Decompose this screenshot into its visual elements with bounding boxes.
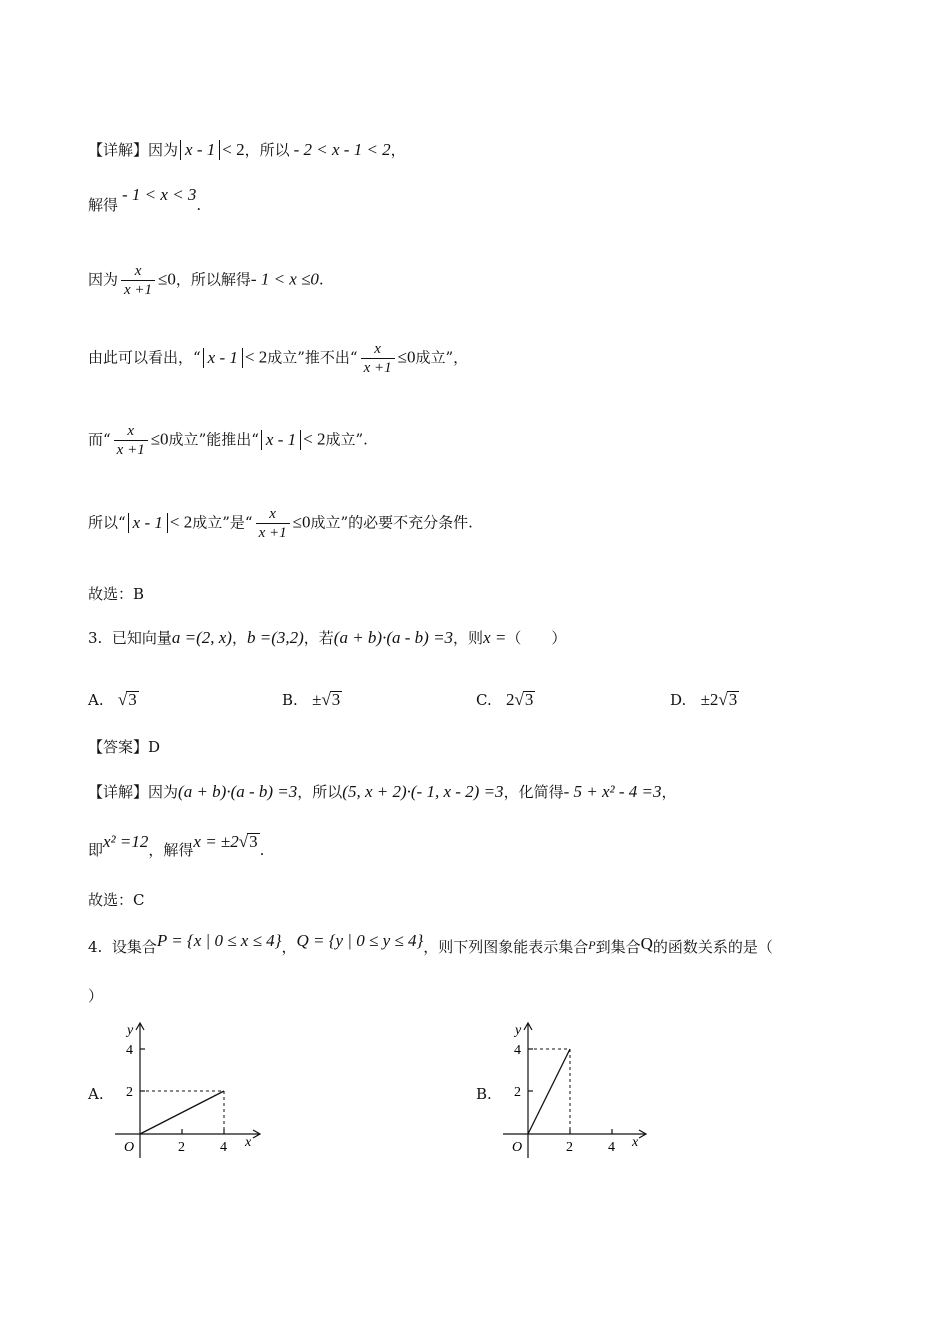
detail-line-6: 所以“ x - 1 < 2成立”是“ $\frac{x}{x +1}$ ≤0成立”的必要不充分条件. xyxy=(88,506,473,541)
graph-b-xtick-2: 2 xyxy=(566,1140,573,1155)
graph-b[interactable] xyxy=(498,1018,658,1163)
graph-a-ytick-4: 4 xyxy=(126,1043,133,1058)
detail-label: 【详解】 xyxy=(88,141,149,159)
option-d[interactable]: D. ±2√3 xyxy=(670,690,738,709)
detail-line-5: 而“ $\frac{x}{x +1}$ ≤0成立”能推出“ x - 1 < 2成立”. xyxy=(88,423,368,458)
option-b[interactable]: B. ±√3 xyxy=(282,690,341,709)
graph-a-xtick-2: 2 xyxy=(178,1140,185,1155)
graph-b-line xyxy=(528,1049,570,1134)
choice-line-2: 故选：C xyxy=(88,891,145,909)
question-3: 3. 已知向量a =(2, x)，b =(3,2)，若(a + b)·(a - b) =3，则x =（ ） xyxy=(88,628,567,647)
graph-b-xtick-4: 4 xyxy=(608,1140,615,1155)
graph-a-label[interactable]: A. xyxy=(88,1085,104,1103)
graph-a-origin: O xyxy=(124,1140,135,1155)
detail-line-4: 由此可以看出，“ x - 1 < 2成立”推不出“ $\frac{x}{x +1}$ ≤0成立”， xyxy=(88,341,469,376)
graph-b-ytick-4: 4 xyxy=(514,1043,521,1058)
question-4: 4. 设集合P = {x | 0 ≤ x ≤ 4}，Q = {y | 0 ≤ y ≤ 4}，则下列图象能表示集合$^P$到集合Q的函数关系的是（ xyxy=(88,931,773,956)
fraction: $\frac{x}{x +1}$ xyxy=(121,262,155,299)
detail-q3-line-1: 【详解】因为(a + b)·(a - b) =3，所以(5, x + 2)·(- 1, x - 2) =3，化简得- 5 + x² - 4 =3， xyxy=(88,782,677,801)
detail-q3-line-2: 即x² =12，解得x = ±2√3 . xyxy=(88,832,265,859)
detail-line-1: 【详解】因为 x - 1 < 2，所以 - 2 < x - 1 < 2， xyxy=(88,140,406,159)
question-4-close: ） xyxy=(88,987,104,1005)
option-a[interactable]: A. √3 xyxy=(88,690,137,709)
graph-b-y-label: y xyxy=(515,1023,522,1038)
graph-b-label[interactable]: B. xyxy=(476,1085,492,1103)
graph-b-ytick-2: 2 xyxy=(514,1085,521,1100)
graph-a-y-label: y xyxy=(127,1023,134,1038)
graph-a-x-label: x xyxy=(245,1135,252,1150)
graph-a-ytick-2: 2 xyxy=(126,1085,133,1100)
graph-b-x-label: x xyxy=(632,1135,639,1150)
choice-line-1: 故选：B xyxy=(88,585,145,603)
graph-a[interactable] xyxy=(110,1018,270,1163)
graph-a-xtick-4: 4 xyxy=(220,1140,227,1155)
detail-line-2: 解得- 1 < x < 3. xyxy=(88,185,202,214)
answer-value: D xyxy=(148,738,161,756)
graph-a-line xyxy=(140,1091,224,1134)
graph-b-origin: O xyxy=(512,1140,523,1155)
detail-line-3: 因为 $\frac{x}{x +1}$ ≤0，所以解得- 1 < x ≤0. xyxy=(88,263,324,298)
answer-line: 【答案】D xyxy=(88,738,161,756)
option-c[interactable]: C. 2√3 xyxy=(476,690,534,709)
